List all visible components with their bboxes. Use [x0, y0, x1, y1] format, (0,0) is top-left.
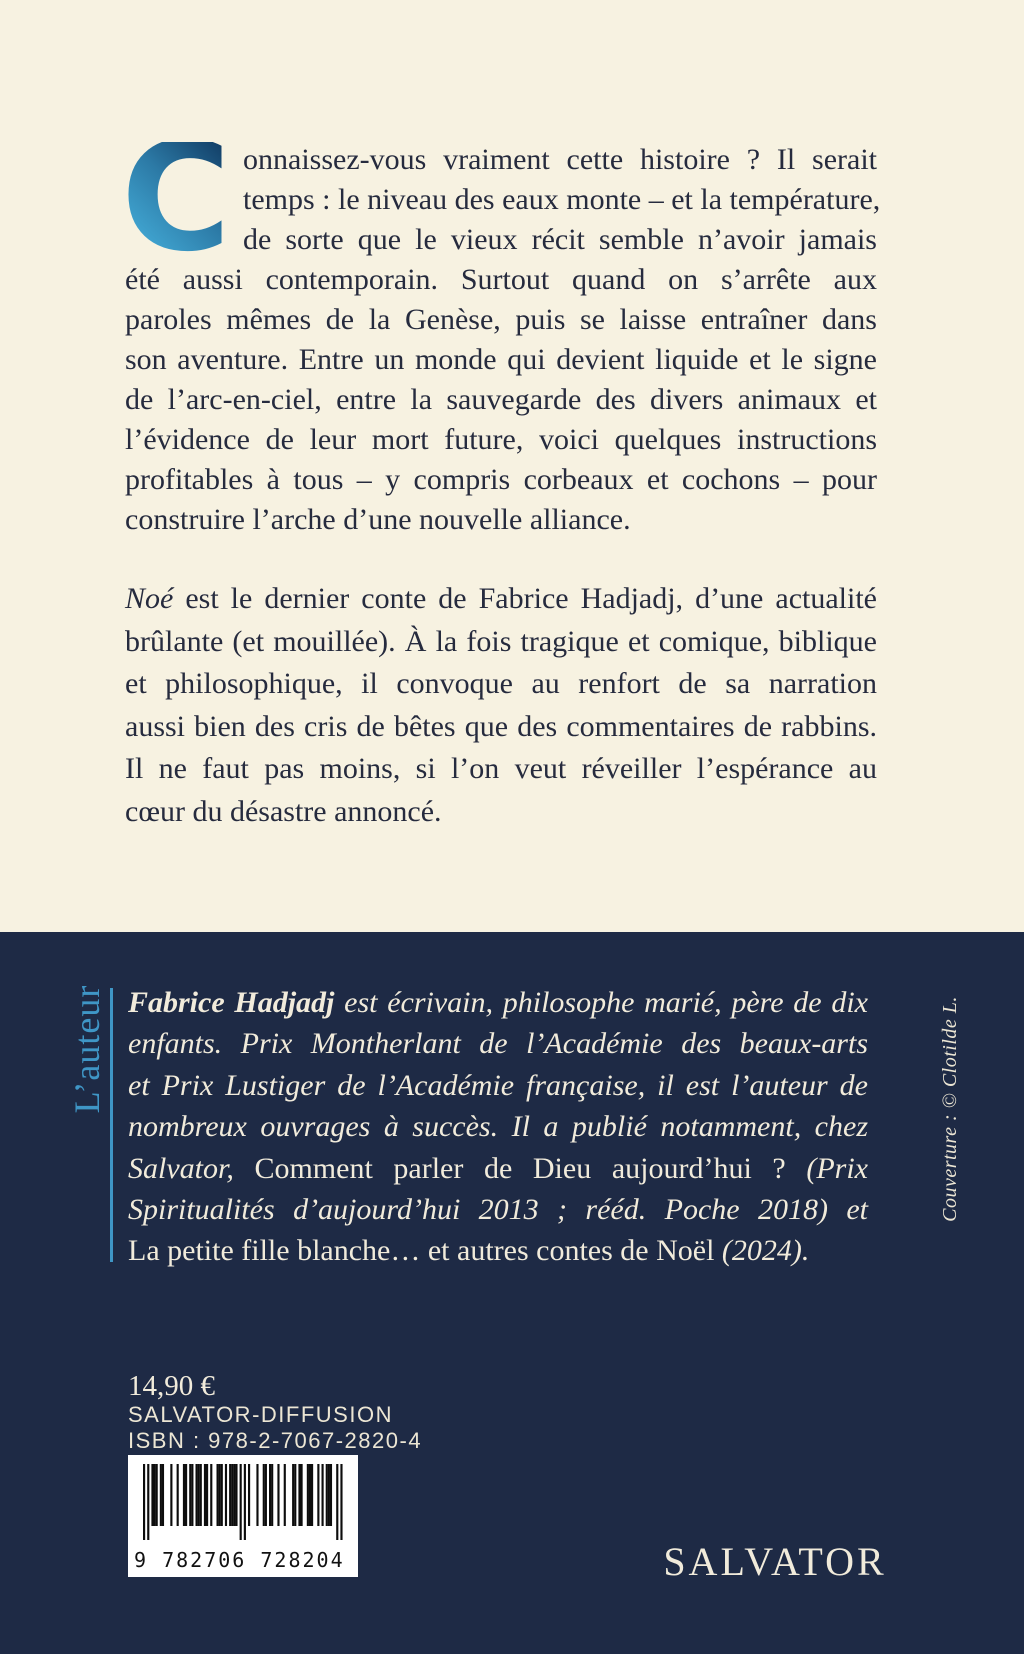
text-line: brûlante (et mouillée). À la fois tragique et comique, biblique: [125, 624, 877, 658]
text-line: de sorte que le vieux récit semble n’avoir jamais: [243, 223, 877, 256]
synopsis-paragraph-1: [121, 111, 881, 540]
text-line: cœur du désastre annoncé.: [125, 794, 442, 828]
author-bio: [128, 982, 868, 1272]
text-line: de l’arc-en-ciel, entre la sauvegarde des divers animaux et: [125, 383, 877, 416]
synopsis-paragraph-1-lines: [125, 140, 881, 540]
text-line: temps : le niveau des eaux monte – et la température,: [243, 183, 881, 216]
author-vertical-label: L’auteur: [67, 984, 107, 1114]
text-line: aussi bien des cris de bêtes que des commentaires de rabbins.: [125, 709, 877, 743]
synopsis-paragraph-2: [125, 578, 877, 833]
barcode: [128, 1455, 358, 1577]
text-line: onnaissez-vous vraiment cette histoire ? Il serait: [243, 143, 877, 176]
text-line: La petite fille blanche… et autres contes de Noël (2024).: [128, 1234, 810, 1268]
text-line: l’évidence de leur mort future, voici quelques instructions: [125, 423, 877, 456]
text-line: Fabrice Hadjadj est écrivain, philosophe marié, père de dix: [128, 986, 868, 1019]
divider-rule: [110, 988, 113, 1262]
text-line: son aventure. Entre un monde qui devient liquide et le signe: [125, 343, 877, 376]
distributor: SALVATOR-DIFFUSION: [128, 1402, 393, 1427]
text-line: profitables à tous – y compris corbeaux et cochons – pour: [125, 463, 877, 496]
publisher-logo: SALVATOR: [663, 1539, 887, 1584]
text-line: Spiritualités d’aujourd’hui 2013 ; rééd. Poche 2018) et: [128, 1192, 868, 1226]
price: 14,90 €: [128, 1370, 215, 1402]
text-line: été aussi contemporain. Surtout quand on s’arrête aux: [125, 263, 877, 296]
text-line: Salvator, Comment parler de Dieu aujourd’hui ? (Prix: [128, 1151, 868, 1185]
barcode-number: 9 782706 728204: [134, 1548, 345, 1572]
text-line: enfants. Prix Montherlant de l’Académie des beaux-arts: [128, 1027, 868, 1061]
text-line: nombreux ouvrages à succès. Il a publié notamment, chez: [128, 1110, 868, 1144]
author-footer-section: [0, 932, 1024, 1654]
drop-cap-letter: C: [121, 111, 232, 285]
cover-credit-vertical: Couverture : © Clotilde L.: [938, 996, 961, 1222]
text-line: construire l’arche d’une nouvelle alliance.: [125, 503, 631, 536]
isbn: ISBN : 978-2-7067-2820-4: [128, 1428, 423, 1453]
text-line: et Prix Lustiger de l’Académie française, il est l’auteur de: [128, 1068, 868, 1102]
text-line: Noé est le dernier conte de Fabrice Hadjadj, d’une actualité: [125, 582, 877, 615]
barcode-bars: [143, 1464, 343, 1540]
text-line: paroles mêmes de la Genèse, puis se laisse entraîner dans: [125, 303, 877, 336]
text-line: Il ne faut pas moins, si l’on veut réveiller l’espérance au: [125, 752, 877, 785]
text-line: et philosophique, il convoque au renfort de sa narration: [125, 667, 877, 700]
